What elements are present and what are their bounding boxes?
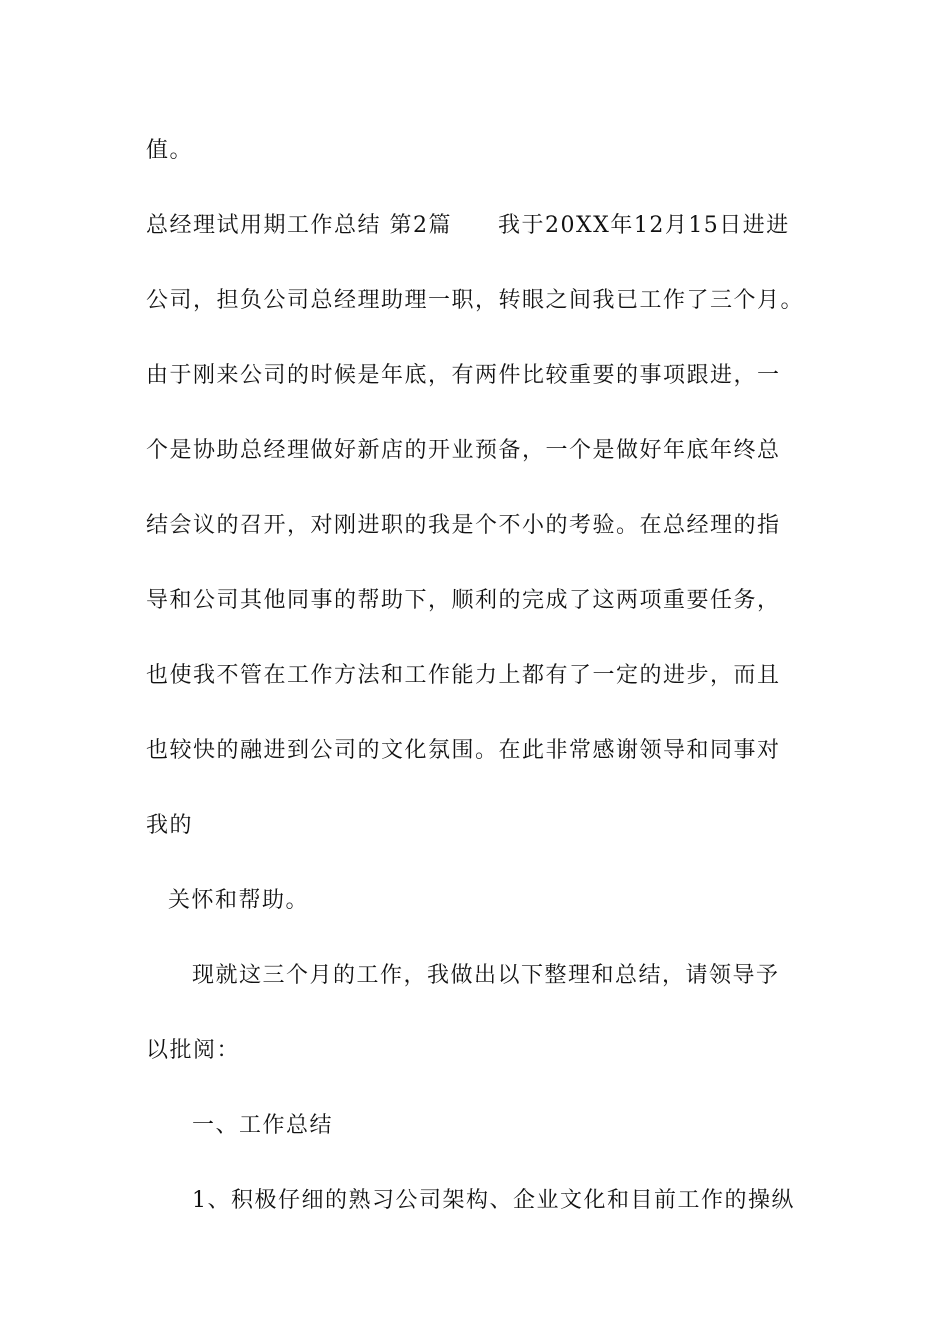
text-line: 值。 <box>146 138 194 163</box>
text-line: 公司，担负公司总经理助理一职，转眼之间我已工作了三个月。 <box>146 288 805 313</box>
list-item: 1、积极仔细的熟习公司架构、企业文化和目前工作的操纵 <box>192 1188 795 1213</box>
text-line: 也较快的融进到公司的文化氛围。在此非常感谢领导和同事对 <box>146 738 781 763</box>
text-line: 个是协助总经理做好新店的开业预备，一个是做好年底年终总 <box>146 438 781 463</box>
section-title: 总经理试用期工作总结 第2篇 <box>146 213 452 238</box>
text-line: 关怀和帮助。 <box>168 888 310 913</box>
text-line: 以批阅： <box>146 1038 241 1063</box>
text-line: 结会议的召开，对刚进职的我是个不小的考验。在总经理的指 <box>146 513 781 538</box>
section-heading-line <box>146 211 790 241</box>
subheading: 一、工作总结 <box>192 1113 334 1138</box>
text-line: 我于20XX年12月15日进进 <box>498 213 790 238</box>
text-line: 我的 <box>146 813 194 838</box>
text-line: 现就这三个月的工作，我做出以下整理和总结，请领导予 <box>192 963 780 988</box>
text-line: 也使我不管在工作方法和工作能力上都有了一定的进步，而且 <box>146 663 781 688</box>
text-line: 由于刚来公司的时候是年底，有两件比较重要的事项跟进，一 <box>146 363 781 388</box>
text-line: 导和公司其他同事的帮助下，顺利的完成了这两项重要任务， <box>146 588 781 613</box>
